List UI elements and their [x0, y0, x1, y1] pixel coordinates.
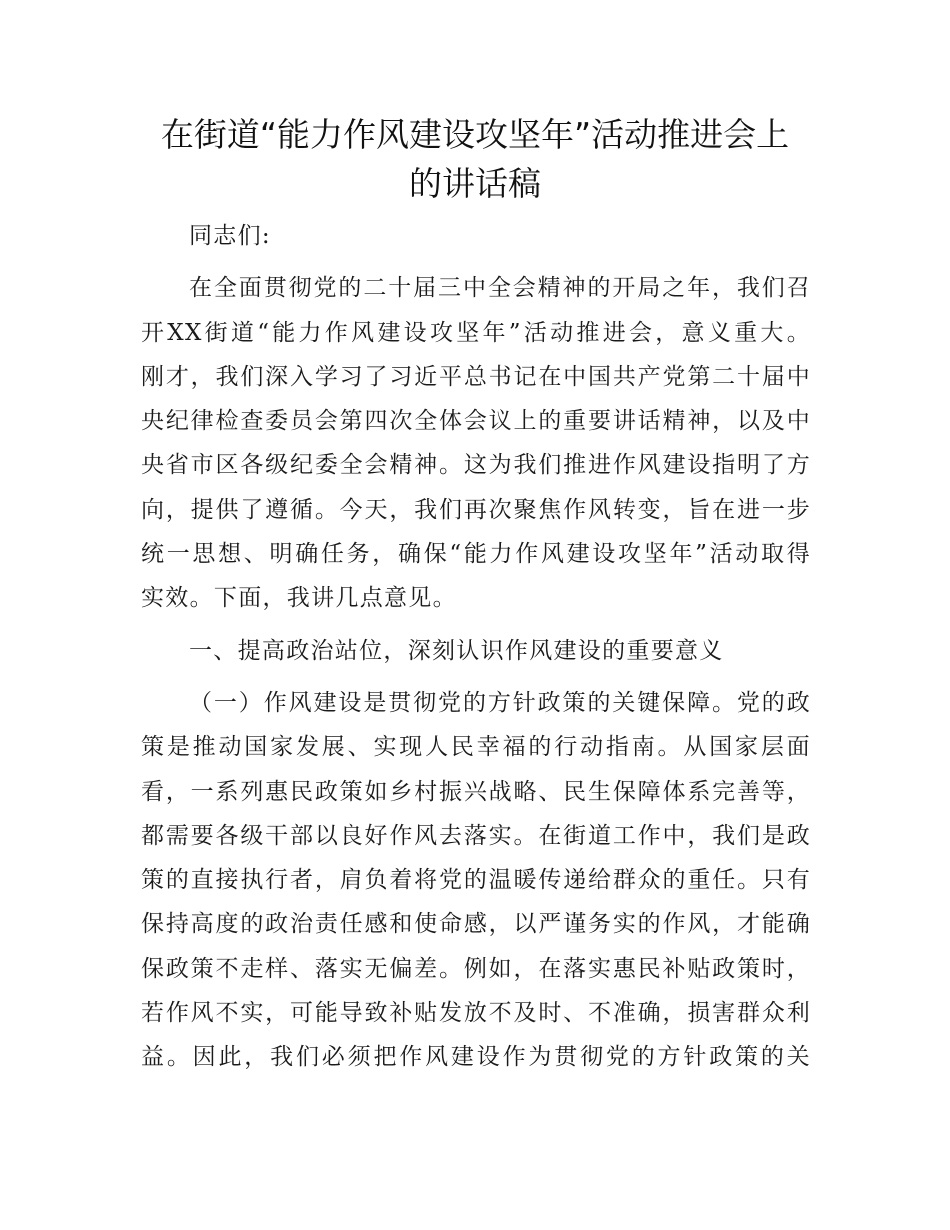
- paragraph-line: 开XX街道“能力作风建设攻坚年”活动推进会，意义重大。: [141, 319, 811, 346]
- title-line-2: 的讲话稿: [409, 164, 541, 203]
- paragraph-line: 策是推动国家发展、实现人民幸福的行动指南。从国家层面: [141, 734, 811, 761]
- paragraph-line: 统一思想、明确任务，确保“能力作风建设攻坚年”活动取得: [141, 541, 811, 568]
- document-body: [141, 214, 811, 1080]
- intro-paragraph: [141, 266, 811, 620]
- paragraph-line: 保持高度的政治责任感和使命感，以严谨务实的作风，才能确: [141, 911, 811, 938]
- paragraph-line: 保政策不走样、落实无偏差。例如，在落实惠民补贴政策时，: [141, 955, 811, 982]
- document-title: [130, 110, 820, 208]
- paragraph-line: 实效。下面，我讲几点意见。: [141, 585, 457, 612]
- paragraph-line: 向，提供了遵循。今天，我们再次聚焦作风转变，旨在进一步: [141, 496, 811, 523]
- paragraph-line: 若作风不实，可能导致补贴发放不及时、不准确，损害群众利: [141, 1000, 811, 1027]
- section-heading: 一、提高政治站位，深刻认识作风建设的重要意义: [189, 637, 724, 664]
- paragraph-line: 看，一系列惠民政策如乡村振兴战略、民生保障体系完善等，: [141, 778, 811, 805]
- paragraph-line: 都需要各级干部以良好作风去落实。在街道工作中，我们是政: [141, 822, 811, 849]
- paragraph-line: 益。因此，我们必须把作风建设作为贯彻党的方针政策的关: [141, 1044, 811, 1071]
- salutation: 同志们:: [189, 223, 271, 249]
- paragraph-line: 策的直接执行者，肩负着将党的温暖传递给群众的重任。只有: [141, 867, 811, 894]
- paragraph-line: 央省市区各级纪委全会精神。这为我们推进作风建设指明了方: [141, 452, 811, 479]
- paragraph-line: 央纪律检查委员会第四次全体会议上的重要讲话精神，以及中: [141, 408, 811, 435]
- title-line-1: 在街道“能力作风建设攻坚年”活动推进会上: [160, 115, 790, 154]
- paragraph-line: （一）作风建设是贯彻党的方针政策的关键保障。党的政: [189, 689, 811, 716]
- paragraph-line: 刚才，我们深入学习了习近平总书记在中国共产党第二十届中: [141, 363, 811, 390]
- subsection-paragraph: [141, 681, 811, 1080]
- paragraph-line: 在全面贯彻党的二十届三中全会精神的开局之年，我们召: [189, 275, 811, 302]
